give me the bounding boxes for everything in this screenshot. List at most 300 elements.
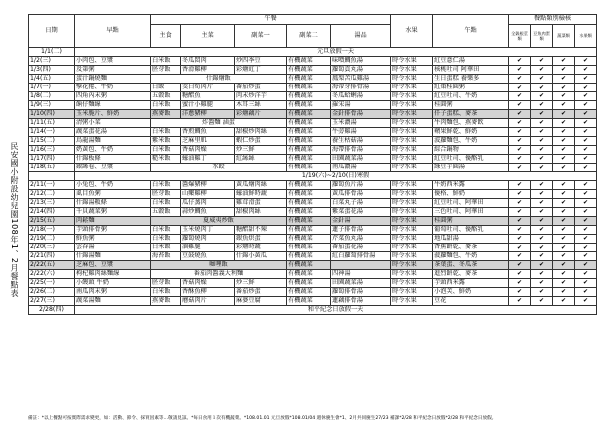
fruit-cell: 時令水果 [391, 225, 433, 234]
check-mark: ✔ [531, 225, 553, 234]
side-dish-1-cell: 甜椒肉絲 [235, 208, 287, 217]
check-mark: ✔ [575, 234, 597, 243]
check-mark: ✔ [531, 190, 553, 199]
check-mark: ✔ [531, 163, 553, 172]
table-row [29, 252, 597, 261]
soup-cell: 鳳梨苦瓜雞湯 [331, 74, 391, 83]
date-cell: 2/11(一) [29, 181, 75, 190]
menu-body [29, 48, 597, 315]
date-cell: 1/7(一) [29, 83, 75, 92]
check-mark: ✔ [509, 154, 531, 163]
side-dish-1-cell: 蝦仁炒蛋 [235, 136, 287, 145]
check-mark: ✔ [575, 56, 597, 65]
soup-cell: 味噌鯛魚湯 [331, 56, 391, 65]
main-dish-cell: 蒜炒鯛魚 [181, 208, 235, 217]
check-mark: ✔ [575, 296, 597, 305]
check-mark: ✔ [553, 190, 575, 199]
check-mark: ✔ [509, 190, 531, 199]
breakfast-cell: 清粥小菜 [75, 119, 151, 128]
main-dish-cell: 豆鼓燒魚 [181, 252, 235, 261]
staple-cell: 五穀飯 [151, 92, 181, 101]
main-dish-cell: 冬瓜悶肉 [181, 56, 235, 65]
breakfast-cell: 鮮魚粥 [75, 234, 151, 243]
snack-cell: 紅豆吐司、阿華田 [433, 199, 509, 208]
check-mark: ✔ [509, 119, 531, 128]
side-dish-2-cell: 有機蔬菜 [287, 83, 331, 92]
fruit-cell: 時令水果 [391, 216, 433, 225]
table-row [29, 136, 597, 145]
table-row [29, 74, 597, 83]
date-cell: 2/15(五) [29, 216, 75, 225]
soup-cell: 紫菜蛋花湯 [331, 208, 391, 217]
side-dish-1-cell: 彩燴豇丁 [235, 65, 287, 74]
side-dish-1-cell: 紅絲絲 [235, 154, 287, 163]
check-mark: ✔ [553, 83, 575, 92]
fruit-cell: 時令水果 [391, 65, 433, 74]
main-dish-cell: 洋蔥豬柳 [181, 110, 235, 119]
side-dish-2-cell: 有機蔬菜 [287, 252, 331, 261]
snack-cell: 葡萄吐司、優酪乳 [433, 225, 509, 234]
date-cell: 1/10(四) [29, 110, 75, 119]
side-dish-1-cell: 銀魚烘蛋 [235, 234, 287, 243]
date-cell: 1/3(四) [29, 65, 75, 74]
snack-cell: 菠蘿麵包、牛奶 [433, 252, 509, 261]
soup-cell: 蘿蔔排骨湯 [331, 288, 391, 297]
check-mark: ✔ [575, 145, 597, 154]
check-mark: ✔ [575, 225, 597, 234]
soup-cell: 冬瓜蛤蜊湯 [331, 92, 391, 101]
header-date: 日期 [29, 15, 75, 48]
main-dish-cell: 瓜仔蒸肉 [181, 199, 235, 208]
main-dish-cell: 炸醬麵 滷蛋 [151, 119, 287, 128]
breakfast-cell: 什錦湯麵 [75, 252, 151, 261]
side-dish-2-cell: 有機蔬菜 [287, 279, 331, 288]
side-dish-1-cell: 炒三鮮 [235, 279, 287, 288]
staple-cell: 白米飯 [151, 234, 181, 243]
check-mark: ✔ [553, 225, 575, 234]
fruit-cell: 時令水果 [391, 181, 433, 190]
side-dish-1-cell: 麻婆豆腐 [235, 296, 287, 305]
side-dish-2-cell: 有機蔬菜 [287, 92, 331, 101]
staple-cell: 胚芽飯 [151, 65, 181, 74]
soup-cell: 南瓜濃湯 [331, 163, 391, 172]
side-dish-1-cell: 番茄炒蛋 [235, 83, 287, 92]
date-cell: 2/22(六) [29, 270, 75, 279]
check-mark: ✔ [553, 234, 575, 243]
check-mark: ✔ [575, 199, 597, 208]
side-dish-2-cell: 有機蔬菜 [287, 234, 331, 243]
fruit-cell: 時令水果 [391, 145, 433, 154]
staple-cell: 紫米飯 [151, 136, 181, 145]
breakfast-cell: 蔬菜蛋花湯 [75, 128, 151, 137]
breakfast-cell: 南瓜肉末粥 [75, 288, 151, 297]
check-mark: ✔ [575, 243, 597, 252]
side-dish-1-cell: 炒四季豆 [235, 56, 287, 65]
check-mark: ✔ [509, 128, 531, 137]
soup-cell [331, 261, 391, 270]
date-cell: 1/14(一) [29, 128, 75, 137]
breakfast-cell: 餉仔麵線 [75, 101, 151, 110]
soup-cell: 蘿蔔魚片湯 [331, 181, 391, 190]
side-dish-1-cell: 炒三鮮 [235, 145, 287, 154]
snack-cell: 小泡芙、鮮奶 [433, 288, 509, 297]
main-dish-cell: 山藥雞柳 [181, 190, 235, 199]
staple-cell: 白米飯 [151, 225, 181, 234]
side-dish-2-cell: 有機蔬菜 [287, 136, 331, 145]
side-dish-2-cell: 有機蔬菜 [287, 296, 331, 305]
snack-cell: 茶葉蛋、冬瓜茶 [433, 261, 509, 270]
date-cell: 2/20(三) [29, 243, 75, 252]
side-dish-2-cell: 有機蔬菜 [287, 65, 331, 74]
table-row [29, 288, 597, 297]
header-check-fruit: 水果類 [575, 25, 597, 48]
date-cell: 2/21(四) [29, 252, 75, 261]
breakfast-cell: 什錦板條 [75, 154, 151, 163]
check-mark: ✔ [531, 128, 553, 137]
table-row [29, 190, 597, 199]
breakfast-cell: 枸杞雞肉絲麵線 [75, 270, 151, 279]
soup-cell: 海帶芽排骨湯 [331, 83, 391, 92]
check-mark: ✔ [575, 65, 597, 74]
date-cell: 1/15(二) [29, 136, 75, 145]
table-row [29, 234, 597, 243]
snack-cell: 牛肉麵包、燕麥飲 [433, 119, 509, 128]
snack-cell: 核桃吐司 阿華田 [433, 65, 509, 74]
side-dish-2-cell: 有機蔬菜 [287, 74, 331, 83]
check-mark: ✔ [531, 110, 553, 119]
header-lunch: 午餐 [151, 15, 391, 25]
table-row [29, 56, 597, 65]
check-mark: ✔ [531, 154, 553, 163]
staple-cell: 白米飯 [151, 288, 181, 297]
breakfast-cell: 千貝蔬菜粥 [75, 208, 151, 217]
check-mark: ✔ [509, 56, 531, 65]
snack-cell: 波蘿麵包、牛奶 [433, 136, 509, 145]
header-fruit: 水果 [391, 15, 433, 48]
main-dish-cell: 蠔油雞丁 [181, 154, 235, 163]
side-dish-2-cell: 有機蔬菜 [287, 181, 331, 190]
snack-cell: 桂圓粥 [433, 101, 509, 110]
side-dish-2-cell: 有機蔬菜 [287, 288, 331, 297]
breakfast-cell: 蛋汁鍋燒麵 [75, 74, 151, 83]
staple-cell: 燕麥飯 [151, 110, 181, 119]
side-dish-2-cell: 有機蔬菜 [287, 110, 331, 119]
fruit-cell: 時令水果 [391, 154, 433, 163]
soup-cell: 芹菜魚丸湯 [331, 234, 391, 243]
side-dish-2-cell: 有機蔬菜 [287, 154, 331, 163]
staple-cell: 白米飯 [151, 56, 181, 65]
check-mark: ✔ [509, 243, 531, 252]
breakfast-cell: 銀絲卷、豆漿 [75, 163, 151, 172]
soup-cell: 蓮子排骨湯 [331, 225, 391, 234]
main-dish-cell: 糖醋魚 [181, 92, 235, 101]
staple-cell: 白米飯 [151, 145, 181, 154]
header-main: 主菜 [181, 25, 235, 48]
soup-cell: 牛蒡雞湯 [331, 128, 391, 137]
header-soup: 湯品 [331, 25, 391, 48]
fruit-cell: 時令水果 [391, 279, 433, 288]
check-mark: ✔ [509, 163, 531, 172]
soup-cell: 田園蔬菜湯 [331, 279, 391, 288]
fruit-cell: 時令水果 [391, 252, 433, 261]
date-cell: 1/16(三) [29, 145, 75, 154]
check-mark: ✔ [553, 136, 575, 145]
table-row [29, 225, 597, 234]
check-mark: ✔ [531, 83, 553, 92]
main-dish-cell: 香酥魚柳 [181, 288, 235, 297]
check-mark: ✔ [531, 208, 553, 217]
snack-cell: 牛奶西米露 [433, 181, 509, 190]
check-mark: ✔ [509, 145, 531, 154]
check-mark: ✔ [575, 163, 597, 172]
check-mark: ✔ [531, 279, 553, 288]
date-cell: 1/8(二) [29, 92, 75, 101]
check-mark: ✔ [531, 216, 553, 225]
snack-cell: 紅豆薏仁湯 [433, 56, 509, 65]
breakfast-cell: 奶黃包、牛奶 [75, 145, 151, 154]
side-dish-2-cell: 有機蔬菜 [287, 128, 331, 137]
fruit-cell: 時令水果 [391, 208, 433, 217]
check-mark: ✔ [509, 279, 531, 288]
date-cell: 1/1(二) [29, 48, 75, 57]
staple-cell: 糙米飯 [151, 154, 181, 163]
side-dish-2-cell: 有機蔬菜 [287, 199, 331, 208]
side-dish-1-cell: 蠔油鮮時蔬 [235, 190, 287, 199]
main-dish-cell: 玉米燒肉丁 [181, 225, 235, 234]
banner-row [29, 172, 597, 181]
check-mark: ✔ [575, 128, 597, 137]
table-row [29, 83, 597, 92]
check-mark: ✔ [553, 74, 575, 83]
check-mark: ✔ [575, 288, 597, 297]
side-dish-1-cell: 彩燴時蔬 [235, 243, 287, 252]
snack-cell: 蘋果鮮乾、鮮奶 [433, 128, 509, 137]
snack-cell: 紅棗桂圓粥 [433, 83, 509, 92]
side-dish-2-cell: 有機蔬菜 [287, 163, 331, 172]
check-mark: ✔ [509, 234, 531, 243]
check-mark: ✔ [531, 243, 553, 252]
table-row [29, 216, 597, 225]
breakfast-cell: 擊花捲、牛奶 [75, 83, 151, 92]
header-check-group: 餐點類別檢核 [509, 15, 597, 25]
date-cell: 2/13(三) [29, 199, 75, 208]
check-mark: ✔ [509, 216, 531, 225]
date-cell: 2/27(三) [29, 296, 75, 305]
check-mark: ✔ [553, 270, 575, 279]
check-mark: ✔ [531, 252, 553, 261]
side-dish-2-cell: 有機蔬菜 [287, 119, 331, 128]
date-cell: 2/12(二) [29, 190, 75, 199]
check-mark: ✔ [509, 74, 531, 83]
fruit-cell: 時令水果 [391, 261, 433, 270]
check-mark: ✔ [531, 270, 553, 279]
check-mark: ✔ [509, 65, 531, 74]
table-row [29, 128, 597, 137]
check-mark: ✔ [553, 199, 575, 208]
check-mark: ✔ [509, 181, 531, 190]
staple-cell: 胚芽飯 [151, 279, 181, 288]
check-mark: ✔ [553, 154, 575, 163]
main-dish-cell: 芝麻里肌 [181, 136, 235, 145]
check-mark: ✔ [553, 110, 575, 119]
check-mark: ✔ [531, 74, 553, 83]
snack-cell: 綠豆芋圓湯 [433, 163, 509, 172]
date-cell: 1/2(三) [29, 56, 75, 65]
main-dish-cell: 咖哩飯 [151, 261, 287, 270]
check-mark: ✔ [509, 83, 531, 92]
breakfast-cell: 芋頭排骨粥 [75, 225, 151, 234]
table-row [29, 110, 597, 119]
fruit-cell: 時令水果 [391, 110, 433, 119]
check-mark: ✔ [553, 216, 575, 225]
check-mark: ✔ [553, 92, 575, 101]
date-cell: 1/17(四) [29, 154, 75, 163]
breakfast-cell: 及第粥 [75, 65, 151, 74]
staple-cell: 白米飯 [151, 243, 181, 252]
banner-row [29, 305, 597, 314]
check-mark: ✔ [531, 101, 553, 110]
fruit-cell: 時令水果 [391, 270, 433, 279]
side-dish-1-cell: 糖醋甜不辣 [235, 225, 287, 234]
fruit-cell: 時令水果 [391, 56, 433, 65]
vertical-title: 民安國小附設幼兒園108年1、2月餐點表 [10, 142, 19, 298]
table-row [29, 208, 597, 217]
banner-text: 1/19(六)~2/10(日)寒假 [75, 172, 597, 181]
staple-cell: 白飯 [151, 83, 181, 92]
breakfast-cell: 烏龍湯麵 [75, 136, 151, 145]
table-row [29, 270, 597, 279]
snack-cell: 三色吐司、阿華田 [433, 208, 509, 217]
fruit-cell: 時令水果 [391, 190, 433, 199]
side-dish-1-cell: 番茄炒蛋 [235, 288, 287, 297]
check-mark: ✔ [509, 225, 531, 234]
snack-cell: 紅豆吐司、牛奶 [433, 92, 509, 101]
fruit-cell: 時令水果 [391, 119, 433, 128]
check-mark: ✔ [553, 56, 575, 65]
fruit-cell: 時令水果 [391, 296, 433, 305]
table-row [29, 101, 597, 110]
side-dish-2-cell: 有機蔬菜 [287, 261, 331, 270]
snack-cell: 豆花 [433, 296, 509, 305]
table-row [29, 296, 597, 305]
side-dish-2-cell: 有機蔬菜 [287, 56, 331, 65]
side-dish-2-cell: 有機蔬菜 [287, 270, 331, 279]
snack-cell: 仟子蛋糕、麥茶 [433, 110, 509, 119]
breakfast-cell: 什錦湯粄條 [75, 199, 151, 208]
fruit-cell: 時令水果 [391, 199, 433, 208]
check-mark: ✔ [531, 296, 553, 305]
main-dish-cell: 蘿蔔燒肉 [181, 234, 235, 243]
check-mark: ✔ [553, 65, 575, 74]
main-dish-cell: 筊白筍肉片 [181, 83, 235, 92]
fruit-cell: 時令水果 [391, 234, 433, 243]
fruit-cell: 時令水果 [391, 83, 433, 92]
check-mark: ✔ [553, 128, 575, 137]
soup-cell: 金針湯 [331, 216, 391, 225]
check-mark: ✔ [575, 270, 597, 279]
check-mark: ✔ [509, 101, 531, 110]
header-staple: 主食 [151, 25, 181, 48]
soup-cell: 番茄蛋花湯 [331, 243, 391, 252]
side-dish-1-cell: 什錦小黃瓜 [235, 252, 287, 261]
breakfast-cell: 肉鬆麵 [75, 216, 151, 225]
check-mark: ✔ [553, 101, 575, 110]
soup-cell: 羅宋湯 [331, 101, 391, 110]
side-dish-2-cell: 有機蔬菜 [287, 208, 331, 217]
header-check-grains: 全穀根莖類 [509, 25, 531, 48]
staple-cell: 白米飯 [151, 181, 181, 190]
breakfast-cell: 小肉包、豆漿 [75, 56, 151, 65]
check-mark: ✔ [575, 110, 597, 119]
check-mark: ✔ [509, 288, 531, 297]
check-mark: ✔ [553, 261, 575, 270]
soup-cell: 蓮藕排骨湯 [331, 296, 391, 305]
check-mark: ✔ [509, 296, 531, 305]
check-mark: ✔ [531, 56, 553, 65]
check-mark: ✔ [509, 261, 531, 270]
side-dish-2-cell: 有機蔬菜 [287, 216, 331, 225]
breakfast-cell: 虱目魚粥 [75, 190, 151, 199]
banner-text: 和平紀念日放假一天 [75, 305, 597, 314]
date-cell: 2/14(四) [29, 208, 75, 217]
fruit-cell: 時令水果 [391, 74, 433, 83]
staple-cell: 白米飯 [151, 199, 181, 208]
snack-cell: 綜合鍋物 [433, 145, 509, 154]
table-row [29, 92, 597, 101]
check-mark: ✔ [575, 279, 597, 288]
breakfast-cell: 雲吞湯 [75, 243, 151, 252]
footnote: 備註：*以上餐點可按實際需求變更，如：活動、節令、採買因素等…敬請見諒。*每日食用１次有機蔬菜。*108.01.01 元旦放假*108.01/04 週休慶生會*1、2月共同慶生27/23 補課*2/28 和平紀念日放假*2/28 和平紀念日放假。 [28, 416, 497, 421]
check-mark: ✔ [531, 145, 553, 154]
date-cell: 1/11(五) [29, 119, 75, 128]
check-mark: ✔ [531, 234, 553, 243]
snack-cell: 優格、鮮奶 [433, 190, 509, 199]
table-row [29, 154, 597, 163]
check-mark: ✔ [553, 252, 575, 261]
check-mark: ✔ [575, 74, 597, 83]
check-mark: ✔ [509, 110, 531, 119]
date-cell: 1/9(三) [29, 101, 75, 110]
check-mark: ✔ [509, 270, 531, 279]
check-mark: ✔ [531, 119, 553, 128]
check-mark: ✔ [575, 92, 597, 101]
fruit-cell: 時令水果 [391, 288, 433, 297]
check-mark: ✔ [531, 92, 553, 101]
date-cell: 2/25(一) [29, 279, 75, 288]
date-cell: 2/26(二) [29, 288, 75, 297]
check-mark: ✔ [531, 136, 553, 145]
check-mark: ✔ [575, 154, 597, 163]
header-snack: 午點 [433, 15, 509, 48]
date-cell: 2/19(二) [29, 234, 75, 243]
breakfast-cell: 四角內末粥 [75, 92, 151, 101]
check-mark: ✔ [553, 119, 575, 128]
check-mark: ✔ [575, 136, 597, 145]
soup-cell: 蘿蔔貢丸湯 [331, 65, 391, 74]
side-dish-2-cell: 有機蔬菜 [287, 101, 331, 110]
fruit-cell: 時令水果 [391, 101, 433, 110]
check-mark: ✔ [575, 252, 597, 261]
fruit-cell: 時令水果 [391, 92, 433, 101]
side-dish-1-cell: 黃瓜燴肉絲 [235, 181, 287, 190]
main-dish-cell: 番茄肉醬義大利麵 [151, 270, 287, 279]
fruit-cell: 時令水果 [391, 243, 433, 252]
side-dish-1-cell: 肉末炒洋芋 [235, 92, 287, 101]
soup-cell: 玉米濃湯 [331, 119, 391, 128]
soup-cell: 海帶排骨湯 [331, 145, 391, 154]
side-dish-2-cell: 有機蔬菜 [287, 190, 331, 199]
menu-table [28, 14, 597, 315]
